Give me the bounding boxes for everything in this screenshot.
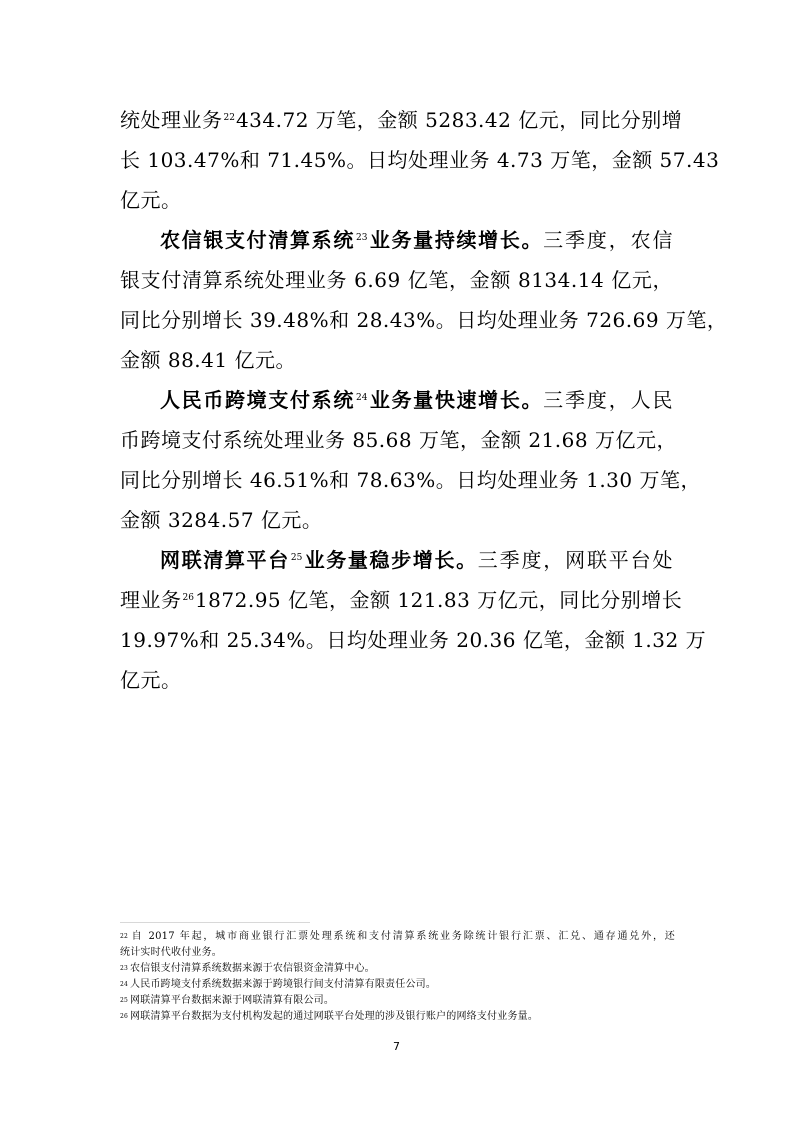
footnote-24 <box>120 978 436 991</box>
footnote-number: 24 <box>120 981 129 988</box>
footnote-23 <box>120 962 375 975</box>
paragraph-heading-line <box>160 388 673 412</box>
text-segment: 统处理业务 <box>120 108 223 132</box>
text-segment: 三季度，农信 <box>543 228 674 252</box>
footnote-26 <box>120 1010 538 1023</box>
bold-heading: 业务量快速增长。 <box>368 388 544 412</box>
footnote-text: 农信银支付清算系统数据来源于农信银资金清算中心。 <box>130 963 375 974</box>
footnote-text: 自 2017 年起，城市商业银行汇票处理系统和支付清算系统业务除统计银行汇票、汇兑、通存通兑外，还 <box>130 931 675 942</box>
text-line: 亿元。 <box>120 188 182 212</box>
text-line: 金额 88.41 亿元。 <box>120 348 296 372</box>
text-line: 银支付清算系统处理业务 6.69 亿笔，金额 8134.14 亿元， <box>120 268 673 292</box>
footnote-number: 25 <box>120 997 129 1004</box>
text-segment: 三季度，人民 <box>543 388 674 412</box>
bold-heading: 网联清算平台 <box>160 548 290 572</box>
text-segment: 三季度，网联平台处 <box>477 548 673 572</box>
page-number: 7 <box>393 1040 400 1053</box>
footnote-text: 网联清算平台数据为支付机构发起的通过网联平台处理的涉及银行账户的网络支付业务量。 <box>130 1011 539 1022</box>
text-line: 同比分别增长 39.48%和 28.43%。日均处理业务 726.69 万笔， <box>120 308 728 332</box>
footnote-text: 人民币跨境支付系统数据来源于跨境银行间支付清算有限责任公司。 <box>130 979 437 990</box>
footnote-number: 26 <box>120 1013 129 1020</box>
bold-heading: 业务量持续增长。 <box>368 228 544 252</box>
footnote-ref-22: 22 <box>223 113 235 123</box>
bold-heading: 业务量稳步增长。 <box>303 548 478 572</box>
text-line: 19.97%和 25.34%。日均处理业务 20.36 亿笔，金额 1.32 万 <box>120 628 707 652</box>
footnote-22 <box>120 930 675 943</box>
footnote-ref-25: 25 <box>290 553 303 563</box>
footnote-25 <box>120 994 334 1007</box>
text-line <box>120 108 683 132</box>
footnote-ref-24: 24 <box>356 393 368 403</box>
text-line <box>120 588 683 612</box>
text-segment: 1872.95 亿笔，金额 121.83 万亿元，同比分别增长 <box>194 588 683 612</box>
bold-heading: 人民币跨境支付系统 <box>160 388 356 412</box>
paragraph-heading-line <box>160 548 673 572</box>
footnote-number: 22 <box>120 933 129 940</box>
footnote-separator <box>120 922 310 923</box>
bold-heading: 农信银支付清算系统 <box>160 228 356 252</box>
footnote-ref-23: 23 <box>356 233 368 243</box>
paragraph-heading-line <box>160 228 673 252</box>
footnote-ref-26: 26 <box>182 593 194 603</box>
text-line: 金额 3284.57 亿元。 <box>120 508 323 532</box>
text-segment: 434.72 万笔，金额 5283.42 亿元，同比分别增 <box>235 108 683 132</box>
footnote-text: 网联清算平台数据来源于网联清算有限公司。 <box>130 995 335 1006</box>
footnote-number: 23 <box>120 965 129 972</box>
text-line: 同比分别增长 46.51%和 78.63%。日均处理业务 1.30 万笔， <box>120 468 701 492</box>
text-line: 币跨境支付系统处理业务 85.68 万笔，金额 21.68 万亿元， <box>120 428 677 452</box>
footnote-22-cont: 统计实时代收付业务。 <box>120 947 222 958</box>
text-line: 亿元。 <box>120 668 182 692</box>
text-line: 长 103.47%和 71.45%。日均处理业务 4.73 万笔，金额 57.43 <box>120 148 720 172</box>
text-segment: 理业务 <box>120 588 182 612</box>
